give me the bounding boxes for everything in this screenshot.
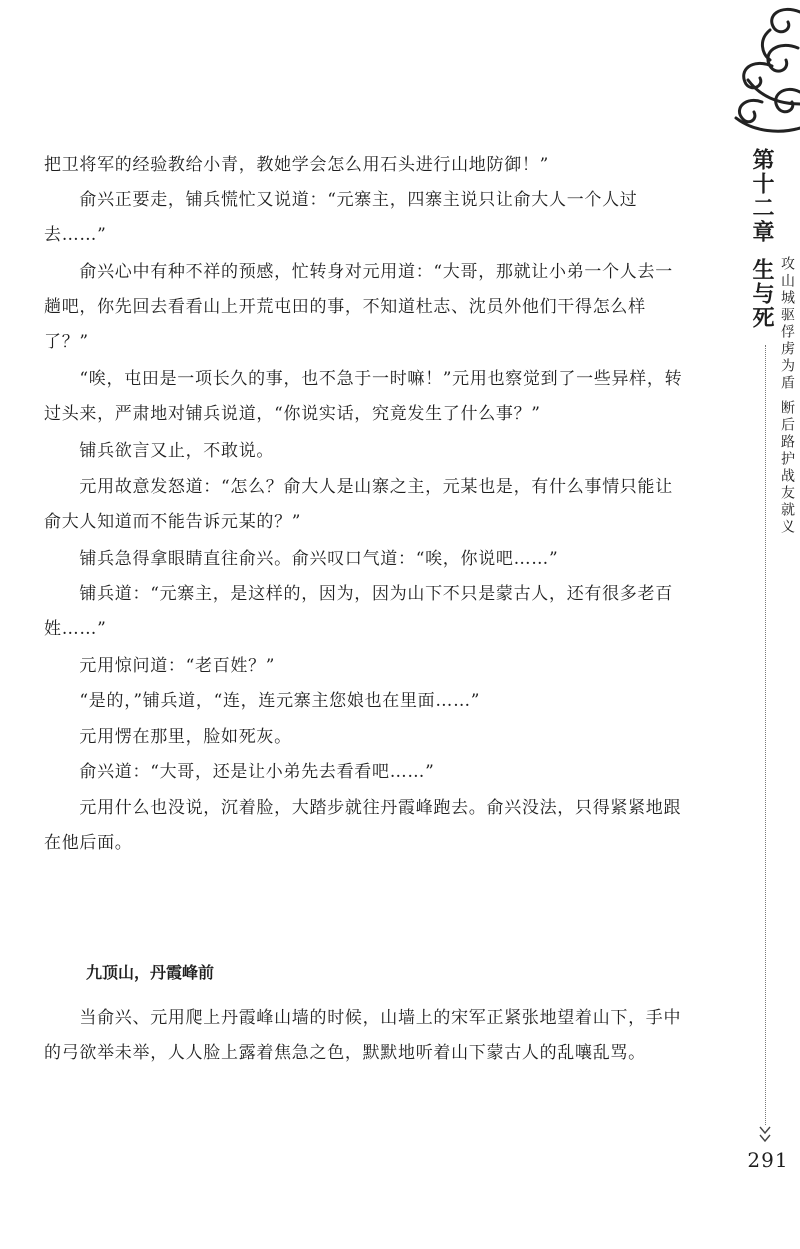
- paragraph: 元用什么也没说，沉着脸，大踏步就往丹霞峰跑去。俞兴没法，只得紧紧地跟在他后面。: [44, 798, 682, 853]
- paragraph: 俞兴道：“大哥，还是让小弟先去看看吧……”: [44, 762, 435, 782]
- paragraph: 铺兵道：“元寨主，是这样的，因为，因为山下不只是蒙古人，还有很多老百姓……”: [44, 584, 673, 639]
- paragraph: 当俞兴、元用爬上丹霞峰山墙的时候，山墙上的宋军正紧张地望着山下，手中的弓欲举未举，人人脸上露着焦急之色，默默地听着山下蒙古人的乱嚷乱骂。: [44, 1008, 682, 1063]
- chapter-title: 生与死: [749, 258, 775, 330]
- section-heading: 九顶山，丹霞峰前: [86, 963, 215, 982]
- paragraph: 元用愣在那里，脸如死灰。: [44, 727, 292, 747]
- paragraph: 铺兵欲言又止，不敢说。: [44, 441, 275, 461]
- paragraph: 俞兴心中有种不祥的预感，忙转身对元用道：“大哥，那就让小弟一个人去一趟吧，你先回去看看山上开荒屯田的事，不知道杜志、沈员外他们干得怎么样了？”: [44, 262, 673, 352]
- page-number: 291: [747, 1148, 789, 1172]
- chapter-number: 第十二章: [749, 148, 775, 244]
- chapter-subtitle-2: 断后路护战友就义: [779, 400, 795, 536]
- paragraph: 铺兵急得拿眼睛直往俞兴。俞兴叹口气道：“唉，你说吧……”: [44, 549, 559, 569]
- paragraph: “唉，屯田是一项长久的事，也不急于一时嘛！”元用也察觉到了一些异样，转过头来，严肃地对铺兵说道，“你说实话，究竟发生了什么事？”: [44, 369, 683, 424]
- paragraph: 俞兴正要走，铺兵慌忙又说道：“元寨主，四寨主说只让俞大人一个人过去……”: [44, 190, 638, 245]
- paragraph: 把卫将军的经验教给小青，教她学会怎么用石头进行山地防御！”: [44, 155, 549, 175]
- paragraph: “是的，”铺兵道，“连，连元寨主您娘也在里面……”: [44, 691, 481, 711]
- paragraph: 元用惊问道：“老百姓？”: [44, 656, 276, 676]
- paragraph: 元用故意发怒道：“怎么？俞大人是山寨之主，元某也是，有什么事情只能让俞大人知道而不能告诉元某的？”: [44, 477, 673, 532]
- chapter-subtitle-1: 攻山城驱俘虏为盾: [779, 256, 795, 392]
